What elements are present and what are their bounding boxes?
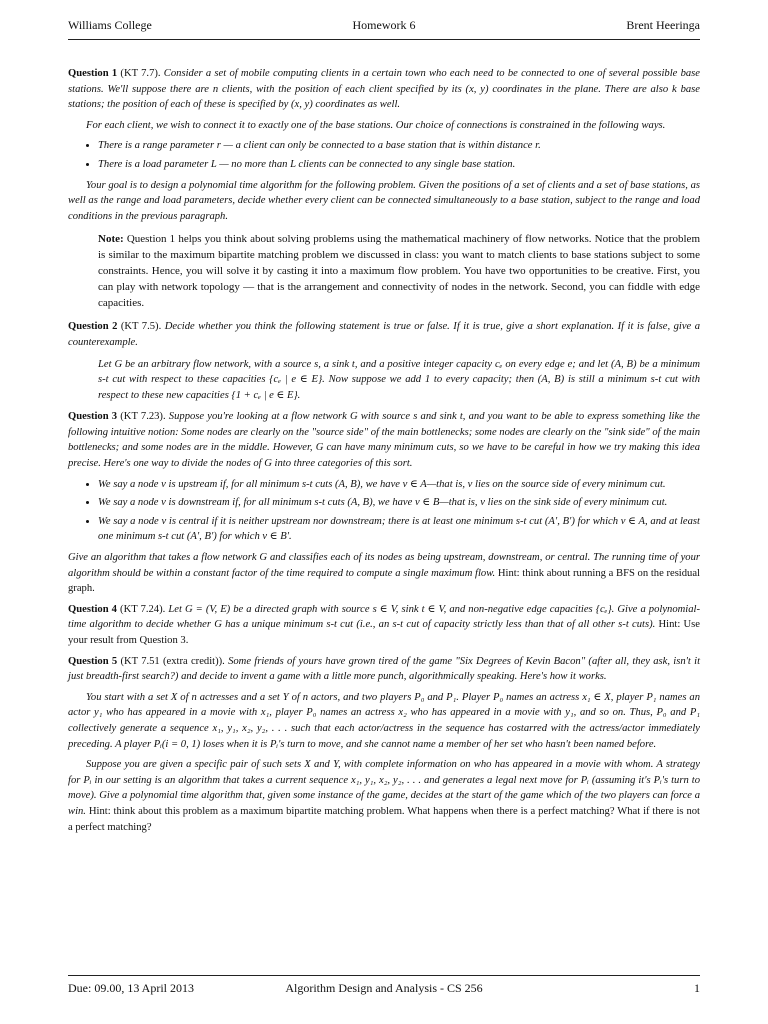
page-footer bbox=[68, 981, 700, 999]
q5-text-3: Suppose you are given a specific pair of such sets X and Y, with complete information on who has appeared in a movie with whom. A strategy for Pᵢ in our setting is an algorithm that takes a current sequence x₁, y₁, x₂, y₂, . . . and generates a legal next move for Pᵢ (assuming it's Pᵢ's turn to move). Give a polynomial time algorithm that, given some instance of the game, decides at the start of the game which of the two players can force a win. bbox=[68, 759, 700, 817]
page-header bbox=[68, 18, 700, 36]
q3-bullet-central: • We say a node v is central if it is neither upstream nor downstream; there is at least one minimum s-t cut (A′, B′) for which v ∈ A, and at least one minimum s-t cut (A′, B′) for which v ∈ B′. bbox=[98, 514, 700, 545]
q1-label: Question 1 bbox=[68, 68, 118, 79]
q5-label: Question 5 bbox=[68, 655, 118, 667]
q5-paragraph-2: You start with a set X of n actresses and a set Y of n actors, and two players P₀ and P₁. Player P₀ names an actress x₁ ∈ X, player P₁ names an actor y₁ who has appeared in a movie with x₁, player P₀ names an actress x₂ who has appeared in a movie with y₁, and so on. Thus, P₀ and P₁ collectively generate a sequence x₁, y₁, x₂, y₂, . . . such that each actor/actress in the sequence has costarred with the actress/actor immediately preceding. A player Pᵢ(i = 0, 1) loses when it is Pᵢ's turn to move, and she cannot name a member of her set who hasn't been named before. bbox=[68, 691, 700, 750]
page-body bbox=[68, 66, 700, 840]
q3-paragraph-2 bbox=[68, 550, 700, 597]
q2-text-1: Decide whether you think the following statement is true or false. If it is true, give a short explanation. If it is false, give a counterexample. bbox=[68, 321, 701, 348]
q1-bullet-list bbox=[68, 138, 700, 172]
page-number: 1 bbox=[694, 981, 700, 995]
q2-statement: Let G be an arbitrary flow network, with a source s, a sink t, and a positive integer capacity cₑ on every edge e; and let (A, B) be a minimum s-t cut with respect to these capacities {cₑ | e ∈ E}. Now suppose we add 1 to every capacity; then (A, B) is still a minimum s-t cut with respect to these new capacities {1 + cₑ | e ∈ E}. bbox=[98, 358, 700, 401]
header-rule bbox=[68, 39, 700, 40]
q4-paragraph-1 bbox=[68, 602, 700, 649]
q2-label: Question 2 bbox=[68, 321, 118, 333]
q3-hint: Hint: think about running a BFS on the residual graph. bbox=[68, 567, 700, 595]
q1-paragraph-3: Your goal is to design a polynomial time algorithm for the following problem. Given the positions of a set of clients and a set of base stations, as well as the range and load parameters, decide whether every client can be connected simultaneously to a base station, subject to the range and load conditions in the previous paragraph. bbox=[68, 179, 700, 222]
q5-paragraph-1 bbox=[68, 654, 700, 685]
header-author: Brent Heeringa bbox=[626, 18, 700, 32]
q1-bullet-load: • There is a load parameter L — no more than L clients can be connected to any single base station. bbox=[98, 157, 700, 173]
q4-text-1: Let G = (V, E) be a directed graph with source s ∈ V, sink t ∈ V, and non-negative edge capacities {cₑ}. Give a polynomial-time algorithm to decide whether G has a unique minimum s-t cut (i.e., an s-t cut of capacity strictly less than that of all other s-t cuts). bbox=[68, 603, 700, 631]
q3-source: (KT 7.23). bbox=[120, 411, 166, 423]
header-institution: Williams College bbox=[68, 18, 152, 32]
q3-paragraph-1 bbox=[68, 409, 700, 471]
q3-bullet-downstream: • We say a node v is downstream if, for all minimum s-t cuts (A, B), we have v ∈ B—that is, v lies on the sink side of every minimum cut. bbox=[98, 495, 700, 511]
footer-due-date: Due: 09.00, 13 April 2013 bbox=[68, 981, 194, 995]
q3-text-1: Suppose you're looking at a flow network G with source s and sink t, and you want to be able to express something like the following intuitive notion: Some nodes are clearly on the "source side" of the main bottlenecks; some nodes are clearly on the "sink side" of the main bottlenecks; and some nodes are in the middle. However, G can have many minimum cuts, so we have to be careful in how we try making this idea precise. Here's one way to divide the nodes of G into three categories of this sort. bbox=[68, 411, 700, 470]
q1-source: (KT 7.7). bbox=[120, 68, 161, 79]
q3-text-2: Give an algorithm that takes a flow network G and classifies each of its nodes as being upstream, downstream, or central. The running time of your algorithm should be within a constant factor of the time required to compute a single maximum flow. bbox=[68, 552, 700, 579]
q1-text-1: Consider a set of mobile computing clients in a certain town who each need to be connected to one of several possible base stations. We'll suppose there are n clients, with the position of each client specified by its (x, y) coordinates in the plane. There are also k base stations; the position of each of these is specified by (x, y) coordinates as well. bbox=[68, 68, 701, 111]
q1-paragraph-1 bbox=[68, 66, 700, 113]
q4-source: (KT 7.24). bbox=[120, 603, 166, 615]
q5-source: (KT 7.51 (extra credit)). bbox=[120, 655, 225, 667]
q4-label: Question 4 bbox=[68, 603, 117, 615]
q4-hint: Hint: Use your result from Question 3. bbox=[68, 619, 700, 647]
q2-source: (KT 7.5). bbox=[120, 321, 162, 333]
q5-hint: Hint: think about this problem as a maximum bipartite matching problem. What happens when there is a perfect matching? What if there is not a perfect matching? bbox=[68, 805, 700, 833]
q5-text-1: Some friends of yours have grown tired of the game "Six Degrees of Kevin Bacon" (after all, they ask, isn't it just breadth-first search?) and decide to invent a game with a little more punch, algorithmically speaking. Here's how it works. bbox=[68, 655, 701, 683]
q1-paragraph-2: For each client, we wish to connect it to exactly one of the base stations. Our choice of connections is constrained in the following ways. bbox=[86, 119, 666, 131]
q5-paragraph-3 bbox=[68, 757, 700, 835]
note-label: Note: bbox=[98, 233, 124, 246]
header-title: Homework 6 bbox=[352, 18, 416, 32]
q1-note bbox=[98, 232, 700, 311]
q3-bullet-list bbox=[68, 477, 700, 545]
note-text: Question 1 helps you think about solving problems using the mathematical machinery of flow networks. Notice that the problem is similar to the maximum bipartite matching problem we discussed in class: you want to match clients to base stations subject to some constraints. Hence, you will solve it by casting it into a maximum flow problem. You have two opportunities to be creative. First, you can play with network topology — that is the arrangement and connectivity of nodes in the network. Second, you can fiddle with edge capacities. bbox=[98, 233, 700, 309]
q2-paragraph-1 bbox=[68, 319, 700, 350]
footer-course: Algorithm Design and Analysis - CS 256 bbox=[285, 981, 483, 995]
footer-rule bbox=[68, 975, 700, 976]
q3-label: Question 3 bbox=[68, 411, 118, 423]
q1-bullet-range: • There is a range parameter r — a client can only be connected to a base station that is within distance r. bbox=[98, 138, 700, 154]
q3-bullet-upstream: • We say a node v is upstream if, for all minimum s-t cuts (A, B), we have v ∈ A—that is, v lies on the source side of every minimum cut. bbox=[98, 477, 700, 493]
